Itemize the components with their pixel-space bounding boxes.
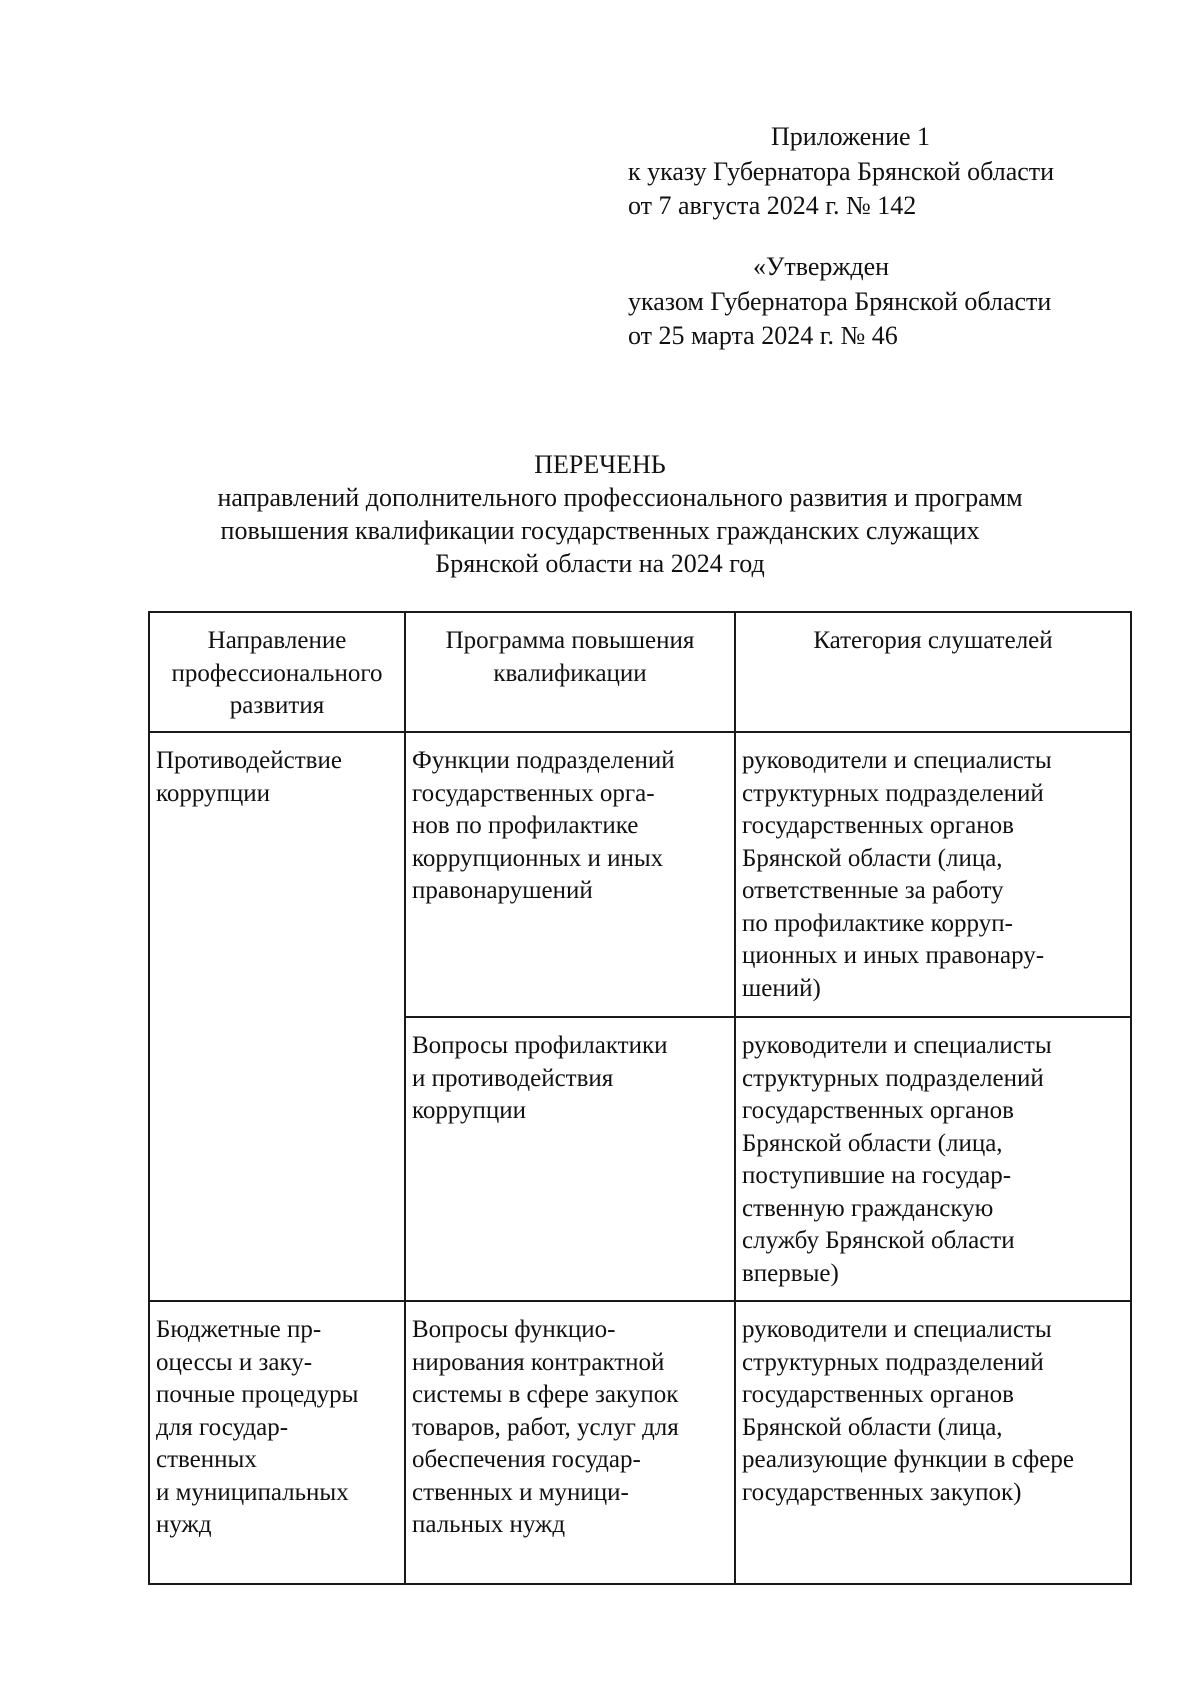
cell-line: государственных закупок) <box>742 1478 1022 1506</box>
program-cell <box>405 1017 735 1301</box>
cell-line: структурных подразделений <box>742 1348 1044 1376</box>
cell-line: Брянской области (лица, <box>742 1413 1003 1441</box>
cell-line: службу Брянской области <box>742 1227 1015 1254</box>
cell-line: структурных подразделений <box>742 1064 1044 1092</box>
approval-reference: указом Губернатора Брянской области <box>628 287 1052 316</box>
cell-line: Бюджетные пр- <box>156 1316 322 1343</box>
cell-line: поступившие на государ- <box>742 1162 1012 1189</box>
cell-line: обеспечения государ- <box>412 1446 641 1473</box>
cell-line: впервые) <box>742 1259 839 1287</box>
cell-line: ответственные за работу <box>742 877 1004 904</box>
approval-word: «Утвержден <box>753 252 890 281</box>
programs-table <box>148 611 1132 1585</box>
category-cell <box>735 1017 1131 1301</box>
table-header-row <box>149 612 1131 732</box>
cell-line: государственных орга- <box>412 779 655 807</box>
cell-line: ственных <box>156 1446 257 1473</box>
cell-line: правонарушений <box>412 877 593 904</box>
table-row <box>149 1301 1131 1584</box>
title-line-2: повышения квалификации государственных гражданских служащих <box>220 516 980 545</box>
cell-line: структурных подразделений <box>742 779 1044 807</box>
cell-line: системы в сфере закупок <box>412 1381 679 1408</box>
cell-line: государственных органов <box>742 1097 1014 1124</box>
program-cell <box>405 1301 735 1584</box>
appendix-reference: к указу Губернатора Брянской области <box>628 157 1055 186</box>
title-line-1: направлений дополнительного профессионального развития и программ <box>217 483 1023 512</box>
cell-line: Противодействие <box>156 747 342 774</box>
title-heading: ПЕРЕЧЕНЬ <box>534 450 666 479</box>
cell-line: нов по профилактике <box>412 812 639 839</box>
cell-line: Вопросы профилактики <box>412 1032 668 1059</box>
header-line: развития <box>229 692 325 719</box>
header-category <box>735 612 1131 732</box>
appendix-date: от 7 августа 2024 г. № 142 <box>628 191 917 220</box>
cell-line: оцессы и заку- <box>156 1348 313 1376</box>
cell-line: почные процедуры <box>156 1381 359 1408</box>
header-line: Категория слушателей <box>813 627 1053 654</box>
cell-line: ственных и муници- <box>412 1478 629 1506</box>
direction-cell-corruption <box>149 732 405 1301</box>
cell-line: коррупционных и иных <box>412 844 664 872</box>
category-cell <box>735 1301 1131 1584</box>
title-line-3: Брянской области на 2024 год <box>435 549 765 578</box>
cell-line: Функции подразделений <box>412 747 675 774</box>
cell-line: руководители и специалисты <box>742 1032 1052 1059</box>
category-cell <box>735 732 1131 1017</box>
cell-line: пальных нужд <box>412 1511 566 1538</box>
header-line: Программа повышения <box>445 627 695 654</box>
cell-line: для государ- <box>156 1413 289 1441</box>
cell-line: Брянской области (лица, <box>742 844 1003 872</box>
program-cell <box>405 732 735 1017</box>
cell-line: товаров, работ, услуг для <box>412 1413 679 1441</box>
header-line: профессионального <box>171 659 383 687</box>
cell-line: государственных органов <box>742 812 1014 839</box>
cell-line: ционных и иных правонару- <box>742 942 1045 969</box>
cell-line: реализующие функции в сфере <box>742 1446 1074 1473</box>
cell-line: коррупции <box>156 779 271 807</box>
cell-line: коррупции <box>412 1097 527 1124</box>
cell-line: государственных органов <box>742 1381 1014 1408</box>
cell-line: Вопросы функцио- <box>412 1316 616 1343</box>
cell-line: нирования контрактной <box>412 1348 665 1376</box>
cell-line: нужд <box>156 1511 212 1538</box>
table-row <box>149 732 1131 1017</box>
approval-date: от 25 марта 2024 г. № 46 <box>628 321 898 350</box>
header-line: Направление <box>207 627 347 654</box>
cell-line: руководители и специалисты <box>742 1316 1052 1343</box>
cell-line: и муниципальных <box>156 1478 349 1506</box>
header-direction <box>149 612 405 732</box>
cell-line: руководители и специалисты <box>742 747 1052 774</box>
cell-line: и противодействия <box>412 1064 614 1092</box>
cell-line: шений) <box>742 974 821 1002</box>
appendix-number: Приложение 1 <box>771 122 931 151</box>
cell-line: Брянской области (лица, <box>742 1129 1003 1157</box>
cell-line: ственную гражданскую <box>742 1194 994 1222</box>
cell-line: по профилактике корруп- <box>742 909 1013 937</box>
header-program <box>405 612 735 732</box>
direction-cell-budget <box>149 1301 405 1584</box>
header-line: квалификации <box>493 659 647 687</box>
